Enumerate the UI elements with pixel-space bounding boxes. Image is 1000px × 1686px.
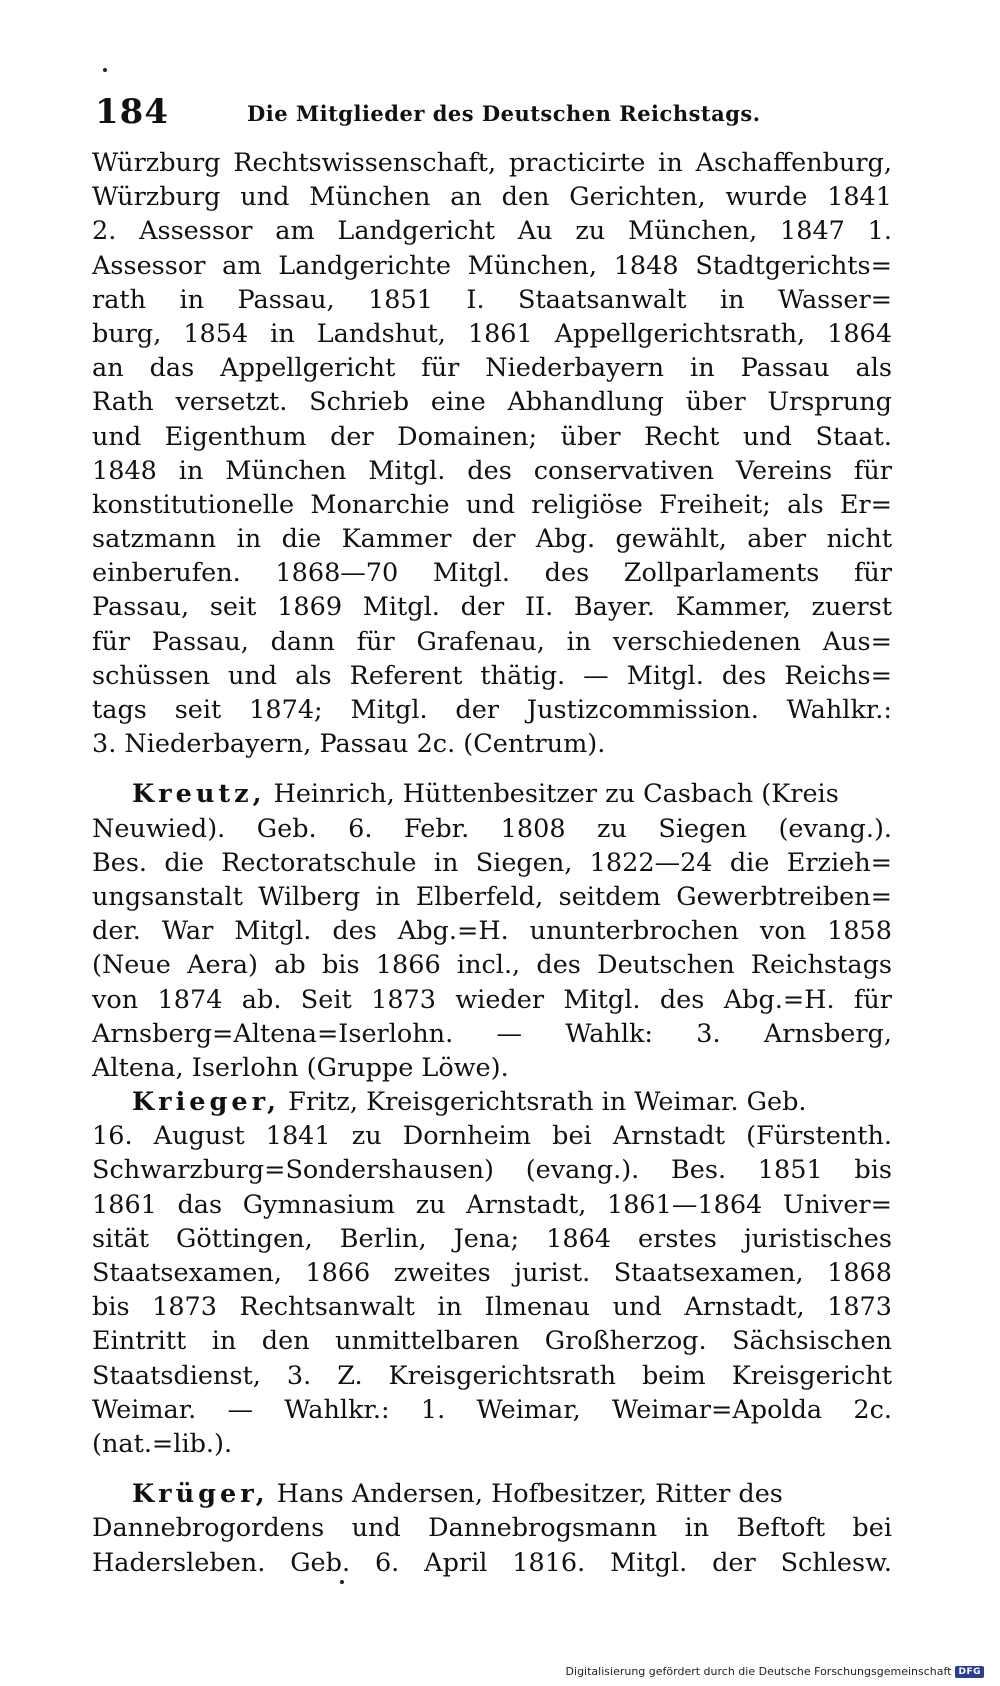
text-line: schüssen und als Referent thätig. — Mitgl. des Reichs= xyxy=(92,660,892,691)
text-line: der. War Mitgl. des Abg.=H. ununterbrochen von 1858 xyxy=(92,916,892,947)
text-line: und Eigenthum der Domainen; über Recht und Staat. xyxy=(92,421,892,452)
entry-name: Kreutz, xyxy=(132,779,266,810)
text-line: 1861 das Gymnasium zu Arnstadt, 1861—1864 Univer= xyxy=(92,1189,892,1220)
text-line: Bes. die Rectoratschule in Siegen, 1822—24 die Erzieh= xyxy=(92,847,892,878)
dfg-logo-icon: DFG xyxy=(955,1666,984,1678)
text-line: Neuwied). Geb. 6. Febr. 1808 zu Siegen (evang.). xyxy=(92,813,892,844)
page-header xyxy=(95,92,895,132)
paragraph-continuation xyxy=(92,146,892,761)
text-line: Würzburg Rechtswissenschaft, practicirte in Aschaffenburg, xyxy=(92,148,892,178)
entry-name: Krüger, xyxy=(132,1479,269,1510)
digitization-footer xyxy=(566,1665,984,1678)
text-line: Krieger, Fritz, Kreisgerichtsrath in Weimar. Geb. xyxy=(132,1087,807,1118)
text-line: burg, 1854 in Landshut, 1861 Appellgerichtsrath, 1864 xyxy=(92,318,892,349)
text-line: Passau, seit 1869 Mitgl. der II. Bayer. Kammer, zuerst xyxy=(92,592,892,623)
text-line: 3. Niederbayern, Passau 2c. (Centrum). xyxy=(92,729,606,760)
text-line: satzmann in die Kammer der Abg. gewählt, aber nicht xyxy=(92,524,892,555)
running-title: Die Mitglieder des Deutschen Reichstags. xyxy=(247,101,761,126)
text-line: 1848 in München Mitgl. des conservativen Vereins für xyxy=(92,455,892,486)
text-line: (nat.=lib.). xyxy=(92,1428,233,1459)
text-line: Altena, Iserlohn (Gruppe Löwe). xyxy=(92,1052,509,1083)
text-line: Kreutz, Heinrich, Hüttenbesitzer zu Casbach (Kreis xyxy=(132,779,839,810)
text-line: Dannebrogordens und Dannebrogsmann in Beftoft bei xyxy=(92,1513,892,1544)
text-line: Rath versetzt. Schrieb eine Abhandlung über Ursprung xyxy=(92,387,892,418)
text-line: sität Göttingen, Berlin, Jena; 1864 erstes juristisches xyxy=(92,1223,892,1254)
text-line: Assessor am Landgerichte München, 1848 Stadtgerichts= xyxy=(92,250,892,281)
scan-speck xyxy=(340,1580,344,1584)
text-line: Weimar. — Wahlkr.: 1. Weimar, Weimar=Apolda 2c. xyxy=(92,1394,892,1425)
text-line: Hadersleben. Geb. 6. April 1816. Mitgl. der Schlesw. xyxy=(92,1547,892,1578)
text-line: einberufen. 1868—70 Mitgl. des Zollparlaments für xyxy=(92,558,892,589)
text-line: Würzburg und München an den Gerichten, wurde 1841 xyxy=(92,182,892,213)
entry-name: Krieger, xyxy=(132,1087,281,1118)
entry-krueger xyxy=(92,1477,892,1580)
text-line: 16. August 1841 zu Dornheim bei Arnstadt (Fürstenth. xyxy=(92,1121,892,1152)
text-line: (Neue Aera) ab bis 1866 incl., des Deutschen Reichstags xyxy=(92,950,892,981)
text-line: tags seit 1874; Mitgl. der Justizcommission. Wahlkr.: xyxy=(92,695,892,725)
body-text xyxy=(92,146,892,1580)
text-line: rath in Passau, 1851 I. Staatsanwalt in Wasser= xyxy=(92,284,892,315)
scan-speck xyxy=(103,68,107,72)
text-line: Eintritt in den unmittelbaren Großherzog. Sächsischen xyxy=(92,1326,892,1357)
entry-krieger xyxy=(92,1085,892,1461)
text-line: an das Appellgericht für Niederbayern in Passau als xyxy=(92,353,892,384)
text-line: bis 1873 Rechtsanwalt in Ilmenau und Arnstadt, 1873 xyxy=(92,1292,892,1323)
text-line: von 1874 ab. Seit 1873 wieder Mitgl. des Abg.=H. für xyxy=(92,984,892,1015)
text-line: Schwarzburg=Sondershausen) (evang.). Bes. 1851 bis xyxy=(92,1155,892,1186)
text-line: 2. Assessor am Landgericht Au zu München, 1847 1. xyxy=(92,216,892,247)
page-number: 184 xyxy=(95,92,169,132)
footer-text: Digitalisierung gefördert durch die Deutsche Forschungsgemeinschaft xyxy=(565,1665,952,1678)
entry-kreutz xyxy=(92,777,892,1085)
text-line: konstitutionelle Monarchie und religiöse Freiheit; als Er= xyxy=(92,489,892,520)
text-line: Krüger, Hans Andersen, Hofbesitzer, Ritter des xyxy=(132,1479,783,1510)
text-line: für Passau, dann für Grafenau, in verschiedenen Aus= xyxy=(92,626,892,657)
text-line: Staatsdienst, 3. Z. Kreisgerichtsrath beim Kreisgericht xyxy=(92,1360,892,1391)
text-line: ungsanstalt Wilberg in Elberfeld, seitdem Gewerbtreiben= xyxy=(92,881,892,912)
text-line: Staatsexamen, 1866 zweites jurist. Staatsexamen, 1868 xyxy=(92,1258,892,1288)
text-line: Arnsberg=Altena=Iserlohn. — Wahlk: 3. Arnsberg, xyxy=(92,1018,892,1049)
